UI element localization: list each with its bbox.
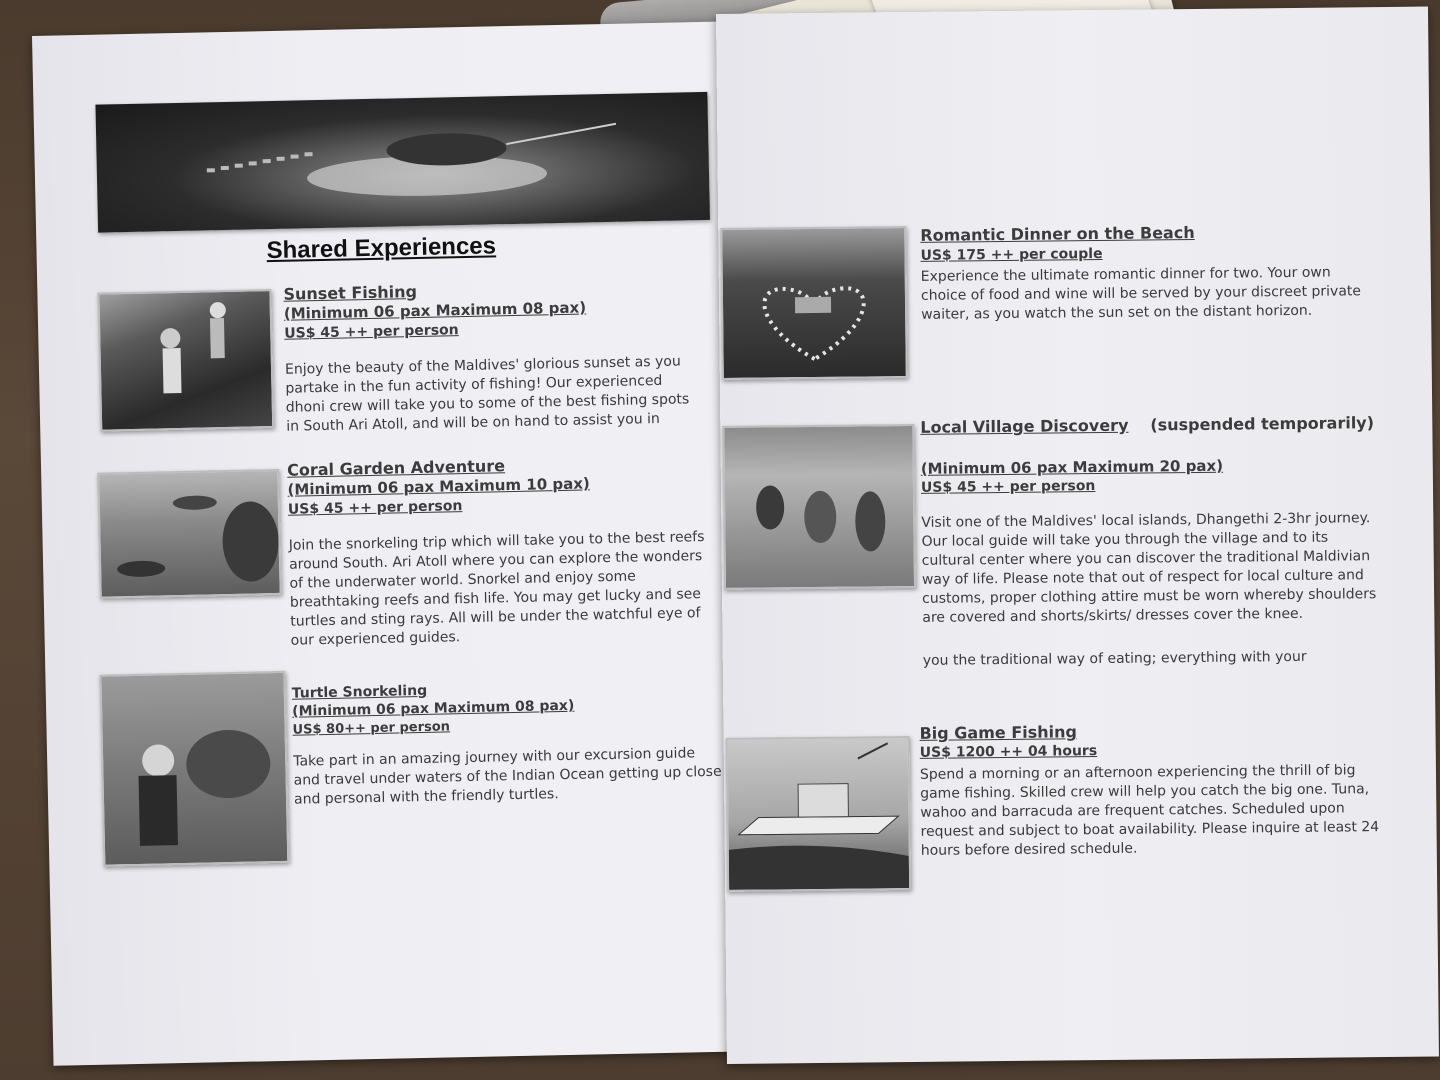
local-village-note: (suspended temporarily) xyxy=(1150,413,1375,435)
coral-garden-title: Coral Garden Adventure xyxy=(286,456,506,480)
coral-garden-description: Join the snorkeling trip which will take you to the best reefs around South. Ari Atoll where you can explore the wonders of the underwater world. Snorkel and enjoy some breathtaking reefs and fish life. You may get lucky and see turtles and sting rays. All will be under the watchful eye of our experienced guides. xyxy=(288,529,705,649)
sunset-fishing-price: US$ 45 ++ per person xyxy=(284,322,459,342)
page-heading: Shared Experiences xyxy=(266,232,497,265)
big-game-fishing-description: Spend a morning or an afternoon experiencing the thrill of big game fishing. Skilled crew will help you catch the big one. Tuna, wahoo and barracuda are frequent catches. Scheduled upon request and subject to boat availability. Please inquire at least 24 hours before desired schedule. xyxy=(919,762,1380,859)
turtle-snorkeling-pax: (Minimum 06 pax Maximum 08 pax) xyxy=(292,697,575,720)
sunset-fishing-pax: (Minimum 06 pax Maximum 08 pax) xyxy=(283,298,587,323)
sunset-fishing-description: Enjoy the beauty of the Maldives' glorious sunset as you partake in the fun activity of fishing! Our experienced dhoni crew will take you to some of the best fishing spots in South Ari Atoll, and will be on hand to assist you in xyxy=(284,353,690,435)
romantic-dinner-title: Romantic Dinner on the Beach xyxy=(920,222,1195,245)
local-village-pax: (Minimum 06 pax Maximum 20 pax) xyxy=(920,456,1224,478)
sunset-fishing-photo xyxy=(97,289,274,432)
big-game-fishing-photo xyxy=(726,736,912,892)
local-village-description: Visit one of the Maldives' local islands, Dhangethi 2-3hr journey. Our local guide will take you through the village and to its cultural center where you can discover the traditional Maldivian way of life. Please note that out of respect for local culture and customs, proper clothing attire must be worn whereby shoulders are covered and shorts/skirts/ dresses cover the knee. xyxy=(921,510,1377,626)
turtle-snorkeling-title: Turtle Snorkeling xyxy=(291,682,428,702)
local-village-photo xyxy=(722,424,916,590)
big-game-fishing-title: Big Game Fishing xyxy=(919,722,1078,743)
island-banner-photo xyxy=(95,92,710,233)
coral-garden-price: US$ 45 ++ per person xyxy=(287,498,463,518)
sunset-fishing-title: Sunset Fishing xyxy=(283,281,418,304)
turtle-snorkeling-price: US$ 80++ per person xyxy=(292,719,451,738)
coral-garden-photo xyxy=(97,469,282,599)
right-page xyxy=(716,7,1439,1064)
local-village-price: US$ 45 ++ per person xyxy=(920,478,1096,496)
left-page xyxy=(32,22,743,1066)
big-game-fishing-price: US$ 1200 ++ 04 hours xyxy=(919,743,1098,761)
turtle-snorkeling-description: Take part in an amazing journey with our excursion guide and travel under waters of the Indian Ocean getting up close and personal with the friendly turtles. xyxy=(293,745,722,808)
romantic-dinner-description: Experience the ultimate romantic dinner for two. Your own choice of food and wine will be served by your discreet private waiter, as you watch the sun set on the distant horizon. xyxy=(920,264,1362,323)
romantic-dinner-photo xyxy=(720,226,908,380)
turtle-snorkeling-photo xyxy=(99,671,289,867)
local-village-title: Local Village Discovery xyxy=(920,415,1129,437)
coral-garden-pax: (Minimum 06 pax Maximum 10 pax) xyxy=(287,474,590,499)
romantic-dinner-price: US$ 175 ++ per couple xyxy=(920,245,1103,264)
local-village-extra: you the traditional way of eating; everything with your xyxy=(922,648,1307,669)
